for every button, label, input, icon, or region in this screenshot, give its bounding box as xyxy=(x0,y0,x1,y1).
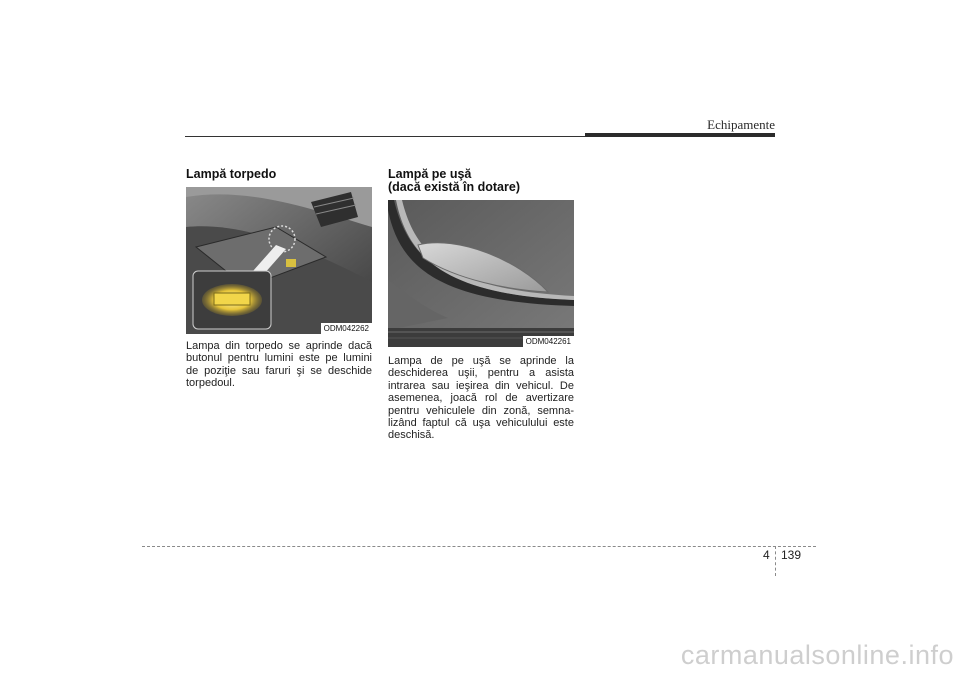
glovebox-illustration xyxy=(186,187,372,334)
glovebox-lamp-heading: Lampă torpedo xyxy=(186,167,277,181)
text-line: de poziţie sau faruri şi se deschide xyxy=(186,364,372,377)
text-line: Lampa din torpedo se aprinde dacă xyxy=(186,340,372,352)
text-line: lizând faptul că uşa vehiculului este xyxy=(388,417,574,430)
door-lamp-heading-line2: (dacă există în dotare) xyxy=(388,180,520,194)
glovebox-figure-caption: ODM042262 xyxy=(321,323,372,334)
header-rule xyxy=(185,136,585,137)
header-rule-accent xyxy=(585,133,775,137)
door-lamp-figure xyxy=(388,200,574,347)
text-line: asemenea, joacă rol de avertizare xyxy=(388,392,574,405)
text-line: torpedoul. xyxy=(186,377,235,390)
page-number-separator xyxy=(775,546,776,576)
door-illustration xyxy=(388,200,574,347)
watermark: carmanualsonline.info xyxy=(680,640,954,670)
text-line: deschisă. xyxy=(388,429,435,442)
door-lamp-heading xyxy=(388,168,520,194)
door-figure-caption: ODM042261 xyxy=(523,336,574,347)
door-lamp-heading-line1: Lampă pe uşă xyxy=(388,167,472,181)
chapter-number: 4 xyxy=(763,548,770,562)
page-number: 139 xyxy=(781,548,802,562)
footer-rule xyxy=(142,546,816,547)
text-line: Lampa de pe uşă se aprinde la xyxy=(388,355,574,367)
text-line: deschiderea uşii, pentru a asista xyxy=(388,367,574,380)
section-title: Echipamente xyxy=(707,117,775,132)
text-line: butonul pentru lumini este pe lumini xyxy=(186,352,372,365)
glovebox-lamp-figure xyxy=(186,187,372,334)
text-line: pentru vehiculele din zonă, semna- xyxy=(388,404,574,417)
glovebox-lamp-description xyxy=(186,340,372,390)
text-line: intrarea sau ieşirea din vehicul. De xyxy=(388,379,574,392)
door-lamp-description xyxy=(388,355,574,442)
